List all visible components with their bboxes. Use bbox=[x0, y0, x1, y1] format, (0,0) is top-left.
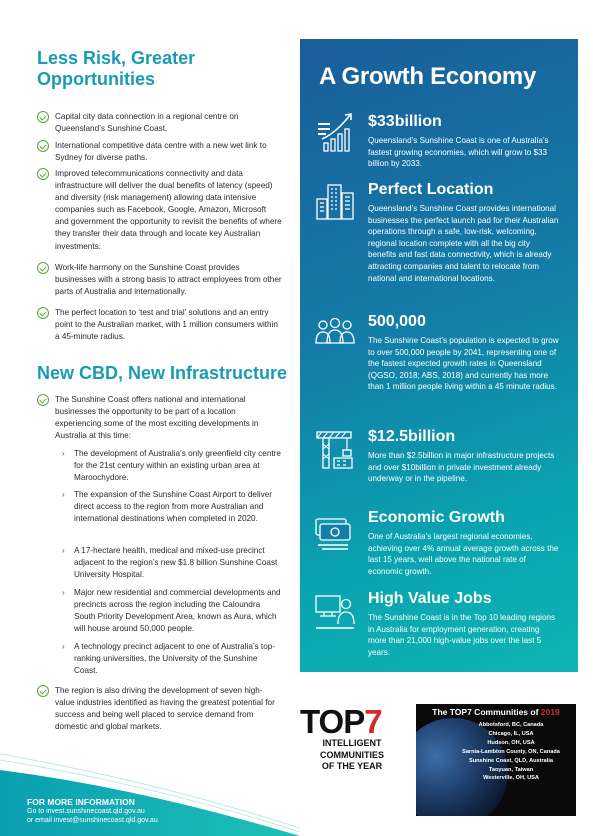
bullet-item bbox=[37, 262, 282, 298]
top7-seven: 7 bbox=[364, 703, 382, 740]
check-icon bbox=[37, 394, 49, 406]
stat-heading: $12.5billion bbox=[368, 428, 456, 445]
community-item: Sunshine Coast, QLD, Australia bbox=[468, 757, 554, 764]
stat-heading: High Value Jobs bbox=[368, 590, 492, 607]
sub-item bbox=[62, 545, 282, 581]
bullet-text: Capital city data connection in a regional centre on Queensland’s Sunshine Coast. bbox=[55, 112, 239, 134]
stat-heading: Perfect Location bbox=[368, 181, 494, 198]
community-item: Abbotsford, BC, Canada bbox=[478, 722, 544, 728]
buildings-icon bbox=[314, 179, 356, 221]
stat-text: The Sunshine Coast’s population is expected to grow to over 500,000 people by 2041, representing one of the fastest expected growth rates in Queensland (QGSO, 2018; ABS, 2018) and currently has more than 1 million people living within a 45 minute radius. bbox=[368, 336, 559, 392]
stat-text: Queensland’s Sunshine Coast is one of Australia’s fastest growing economies, which will grow to $33 billion by 2033. bbox=[368, 136, 549, 169]
chevron-right-icon: › bbox=[62, 642, 65, 651]
chevron-right-icon: › bbox=[62, 588, 65, 597]
crane-icon bbox=[314, 428, 356, 470]
chevron-right-icon: › bbox=[62, 546, 65, 555]
check-icon bbox=[37, 168, 49, 180]
stat-heading: Economic Growth bbox=[368, 509, 505, 526]
bullet-item bbox=[37, 140, 282, 164]
check-icon bbox=[37, 685, 49, 697]
communities-title-text: The TOP7 Communities of bbox=[432, 707, 539, 717]
footer-contact bbox=[27, 797, 158, 825]
chevron-right-icon: › bbox=[62, 449, 65, 458]
bullet-item bbox=[37, 394, 282, 442]
footer-email-link[interactable]: or email invest@sunshinecoast.qld.gov.au bbox=[27, 817, 158, 824]
communities-list bbox=[446, 721, 576, 783]
stat-text: Queensland’s Sunshine Coast provides international businesses the perfect launch pad for their Australian operations through a safe, low-risk, welcoming, regional location complete with all the big city benefits and fast data connectivity, which is already attracting companies and talent to relocate from national and international locations. bbox=[368, 204, 559, 283]
top7-line: INTELLIGENT bbox=[322, 738, 382, 748]
stat-text: More than $2.5billion in major infrastructure projects and over $10billion in private investment already underway or in the pipeline. bbox=[368, 451, 555, 484]
check-icon bbox=[37, 307, 49, 319]
community-item: Sarnia-Lambton County, ON, Canada bbox=[462, 748, 560, 755]
growth-chart-icon bbox=[314, 111, 356, 153]
top7-line: COMMUNITIES bbox=[320, 749, 384, 760]
heading-new-cbd: New CBD, New Infrastructure bbox=[37, 363, 288, 383]
bullet-text: The Sunshine Coast offers national and international businesses the opportunity to be part of a location experiencing some of the most exciting developments in Australia at this time: bbox=[55, 395, 259, 441]
heading-less-risk: Less Risk, Greater Opportunities bbox=[37, 48, 196, 89]
footer-heading: FOR MORE INFORMATION bbox=[27, 797, 135, 807]
panel-title: A Growth Economy bbox=[319, 63, 536, 90]
top7-word: TOP bbox=[300, 703, 365, 740]
bullet-item bbox=[37, 685, 282, 733]
bullet-text: Improved telecommunications connectivity and data infrastructure will deliver the dual benefits of latency (speed) and diversity (risk management) allowing data intensive companies such as Facebook, Google, Amazon, Microsoft and government the opportunity to revisit the benefits of where they transfer their data through and locate key Australian investments. bbox=[55, 169, 282, 251]
people-icon bbox=[314, 313, 356, 355]
bullet-item bbox=[37, 307, 282, 343]
sub-item-text: Major new residential and commercial developments and precincts across the region including the Caloundra South Priority Development Area, known as Aura, which will house around 50,000 people. bbox=[74, 588, 281, 634]
sub-item bbox=[62, 489, 282, 525]
stat-heading: $33billion bbox=[368, 113, 442, 130]
growth-economy-panel bbox=[300, 39, 578, 672]
bullet-text: The perfect location to ‘test and trial’ solutions and an entry point to the Australian market, with 1 million consumers within a 45-minute radius. bbox=[55, 308, 278, 342]
community-item: Westerville, OH, USA bbox=[483, 775, 539, 782]
sub-item-text: The expansion of the Sunshine Coast Airport to deliver direct access to the region from more Australian and international destinations when completed in 2020. bbox=[74, 490, 272, 524]
check-icon bbox=[37, 262, 49, 274]
communities-title bbox=[416, 707, 576, 717]
communities-year: 2019 bbox=[540, 707, 560, 717]
community-item: Chicago, IL, USA bbox=[488, 730, 534, 737]
worker-computer-icon bbox=[314, 590, 356, 632]
sub-item bbox=[62, 641, 282, 677]
stat-text: The Sunshine Coast is in the Top 10 leading regions in Australia for employment generation, creating more than 21,000 high-value jobs over the last 5 years. bbox=[368, 613, 556, 657]
bullet-item bbox=[37, 111, 282, 135]
bullet-text: International competitive data centre with a new wet link to Sydney for diverse paths. bbox=[55, 141, 267, 163]
sub-item-text: A technology precinct adjacent to one of Australia’s top-ranking universities, the University of the Sunshine Coast. bbox=[74, 642, 276, 676]
sub-item bbox=[62, 587, 282, 635]
check-icon bbox=[37, 140, 49, 152]
bullet-text: The region is also driving the development of seven high-value industries identified as having the greatest potential for success and being well placed to service demand from domestic and global markets. bbox=[55, 686, 275, 732]
stat-text: One of Australia’s largest regional economies, achieving over 4% annual average growth across the last 15 years, well above the national rate of economic growth. bbox=[368, 532, 559, 576]
footer-website-link[interactable]: Go to invest.sunshinecoast.qld.gov.au bbox=[27, 808, 145, 815]
bullet-item bbox=[37, 168, 282, 253]
stat-heading: 500,000 bbox=[368, 313, 426, 330]
community-item: Hudson, OH, USA bbox=[487, 739, 535, 746]
top7-wordmark bbox=[300, 703, 404, 740]
check-icon bbox=[37, 111, 49, 123]
sub-item bbox=[62, 448, 282, 484]
sub-item-text: The development of Australia’s only greenfield city centre for the 21st century within an existing urban area at Maroochydore. bbox=[74, 449, 281, 483]
money-icon bbox=[314, 509, 356, 551]
chevron-right-icon: › bbox=[62, 490, 65, 499]
bullet-text: Work-life harmony on the Sunshine Coast provides businesses with a strong basis to attract employees from other parts of Australia and internationally. bbox=[55, 263, 282, 297]
sub-item-text: A 17-hectare health, medical and mixed-use precinct adjacent to the region’s new $1.8 billion Sunshine Coast University Hospital. bbox=[74, 546, 278, 580]
top7-logo bbox=[300, 703, 404, 772]
top7-communities-box bbox=[416, 704, 576, 816]
top7-line: OF THE YEAR bbox=[321, 761, 383, 771]
community-item: Taoyuan, Taiwan bbox=[488, 766, 534, 773]
